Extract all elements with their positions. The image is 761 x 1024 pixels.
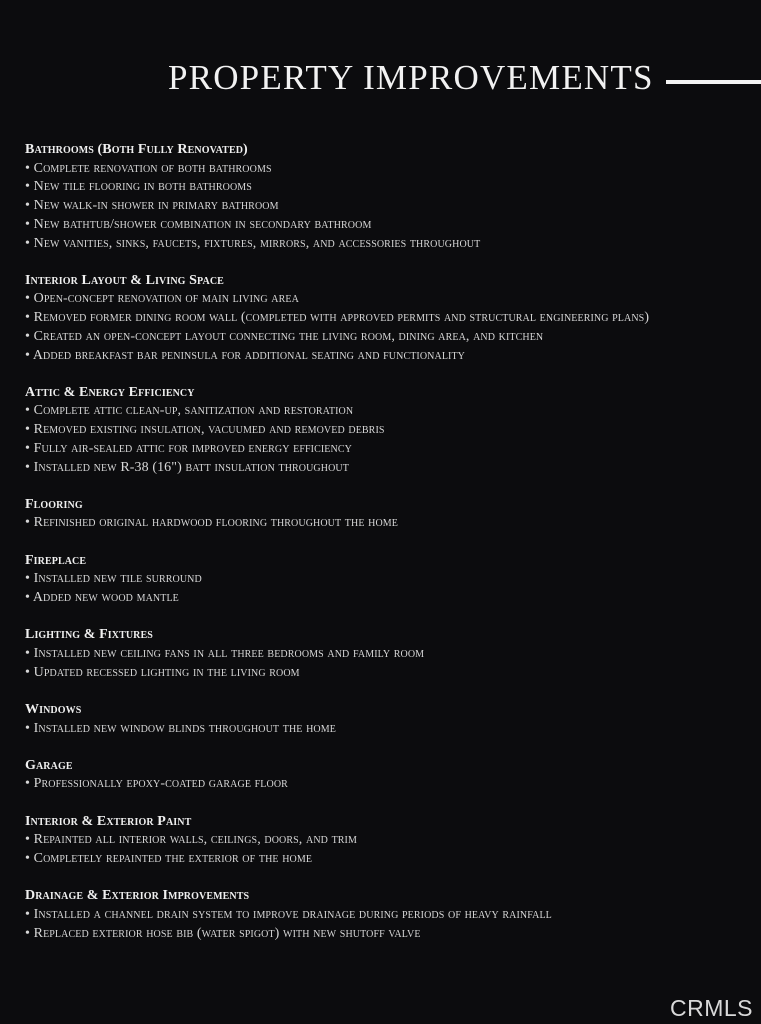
section-heading: Lighting & Fixtures	[25, 627, 153, 643]
list-item	[25, 347, 725, 366]
item-text: Installed new tile surround	[33, 571, 202, 587]
list-item	[25, 850, 725, 869]
item-text: Removed former dining room wall (completed with approved permits and structural engineering plans)	[33, 310, 650, 326]
item-text: Complete attic clean-up, sanitization and restoration	[33, 403, 354, 419]
item-text: Installed a channel drain system to improve drainage during periods of heavy rainfall	[33, 907, 552, 922]
section-heading: Interior & Exterior Paint	[25, 813, 192, 829]
section-heading: Flooring	[25, 496, 83, 512]
bullet-icon: •	[25, 571, 31, 587]
bullet-icon: •	[25, 440, 31, 456]
section-bathrooms	[25, 141, 725, 253]
item-text: New walk-in shower in primary bathroom	[33, 198, 279, 214]
item-text: Added new wood mantle	[32, 590, 179, 606]
bullet-icon: •	[25, 422, 31, 438]
section-heading: Attic & Energy Efficiency	[25, 384, 195, 400]
item-text: Completely repainted the exterior of the home	[33, 851, 313, 867]
section-heading: Drainage & Exterior Improvements	[25, 888, 250, 904]
bullet-icon: •	[25, 925, 31, 941]
bullet-icon: •	[25, 907, 31, 922]
bullet-icon: •	[25, 590, 31, 606]
item-text: Refinished original hardwood flooring throughout the home	[33, 515, 398, 531]
item-text: New tile flooring in both bathrooms	[33, 179, 252, 195]
item-text: New bathtub/shower combination in secondary bathroom	[33, 216, 372, 232]
bullet-icon: •	[25, 664, 31, 680]
section-fireplace	[25, 552, 725, 608]
bullet-icon: •	[25, 459, 31, 475]
list-item	[25, 925, 725, 944]
item-text: Removed existing insulation, vacuumed and removed debris	[33, 422, 385, 438]
item-text: Installed new ceiling fans in all three bedrooms and family room	[33, 645, 425, 661]
section-windows	[25, 701, 725, 738]
item-text: Fully air-sealed attic for improved energy efficiency	[33, 440, 352, 456]
section-heading: Fireplace	[25, 552, 87, 568]
section-interior-layout	[25, 272, 725, 366]
item-text: New vanities, sinks, faucets, fixtures, mirrors, and accessories throughout	[33, 235, 481, 251]
list-item	[25, 720, 725, 739]
bullet-icon: •	[25, 720, 31, 736]
section-lighting	[25, 626, 725, 682]
section-heading: Bathrooms (Both Fully Renovated)	[25, 142, 248, 157]
list-item	[25, 645, 725, 664]
list-item	[25, 290, 725, 309]
section-flooring	[25, 496, 725, 533]
bullet-icon: •	[25, 328, 31, 344]
list-item	[25, 906, 725, 925]
item-text: Updated recessed lighting in the living room	[33, 664, 300, 680]
crmls-watermark: CRMLS	[669, 995, 753, 1021]
list-item	[25, 216, 725, 235]
section-heading: Interior Layout & Living Space	[25, 272, 224, 288]
title-rule-divider	[666, 80, 761, 84]
item-text: Open-concept renovation of main living area	[33, 291, 299, 307]
bullet-icon: •	[25, 291, 31, 307]
section-paint	[25, 813, 725, 869]
list-item	[25, 402, 725, 421]
bullet-icon: •	[25, 645, 31, 661]
bullet-icon: •	[25, 235, 31, 251]
item-text: Added breakfast bar peninsula for additional seating and functionality	[32, 347, 465, 363]
list-item	[25, 178, 725, 197]
section-heading: Garage	[25, 757, 73, 773]
bullet-icon: •	[25, 179, 31, 195]
item-text: Repainted all interior walls, ceilings, doors, and trim	[33, 832, 357, 848]
list-item	[25, 664, 725, 683]
bullet-icon: •	[25, 347, 31, 363]
list-item	[25, 459, 725, 478]
item-text: Installed new window blinds throughout the home	[33, 720, 336, 736]
list-item	[25, 775, 725, 794]
list-item	[25, 160, 725, 179]
item-text: Complete renovation of both bathrooms	[33, 160, 272, 176]
list-item	[25, 197, 725, 216]
section-garage	[25, 757, 725, 794]
list-item	[25, 235, 725, 254]
bullet-icon: •	[25, 160, 31, 176]
improvements-list	[25, 141, 725, 962]
bullet-icon: •	[25, 198, 31, 214]
list-item	[25, 421, 725, 440]
list-item	[25, 514, 725, 533]
list-item	[25, 831, 725, 850]
item-text: Professionally epoxy-coated garage floor	[33, 776, 288, 792]
list-item	[25, 589, 725, 608]
bullet-icon: •	[25, 832, 31, 848]
list-item	[25, 309, 725, 328]
item-text: Installed new R-38 (16") batt insulation throughout	[33, 459, 349, 475]
item-text: Replaced exterior hose bib (water spigot) with new shutoff valve	[33, 925, 421, 941]
bullet-icon: •	[25, 776, 31, 792]
bullet-icon: •	[25, 310, 31, 326]
section-attic	[25, 384, 725, 478]
list-item	[25, 440, 725, 459]
list-item	[25, 328, 725, 347]
bullet-icon: •	[25, 515, 31, 531]
bullet-icon: •	[25, 851, 31, 867]
bullet-icon: •	[25, 216, 31, 232]
page-title: PROPERTY IMPROVEMENTS	[168, 58, 654, 97]
section-drainage	[25, 887, 725, 943]
bullet-icon: •	[25, 403, 31, 419]
item-text: Created an open-concept layout connecting the living room, dining area, and kitchen	[33, 328, 544, 344]
list-item	[25, 570, 725, 589]
section-heading: Windows	[25, 701, 82, 717]
